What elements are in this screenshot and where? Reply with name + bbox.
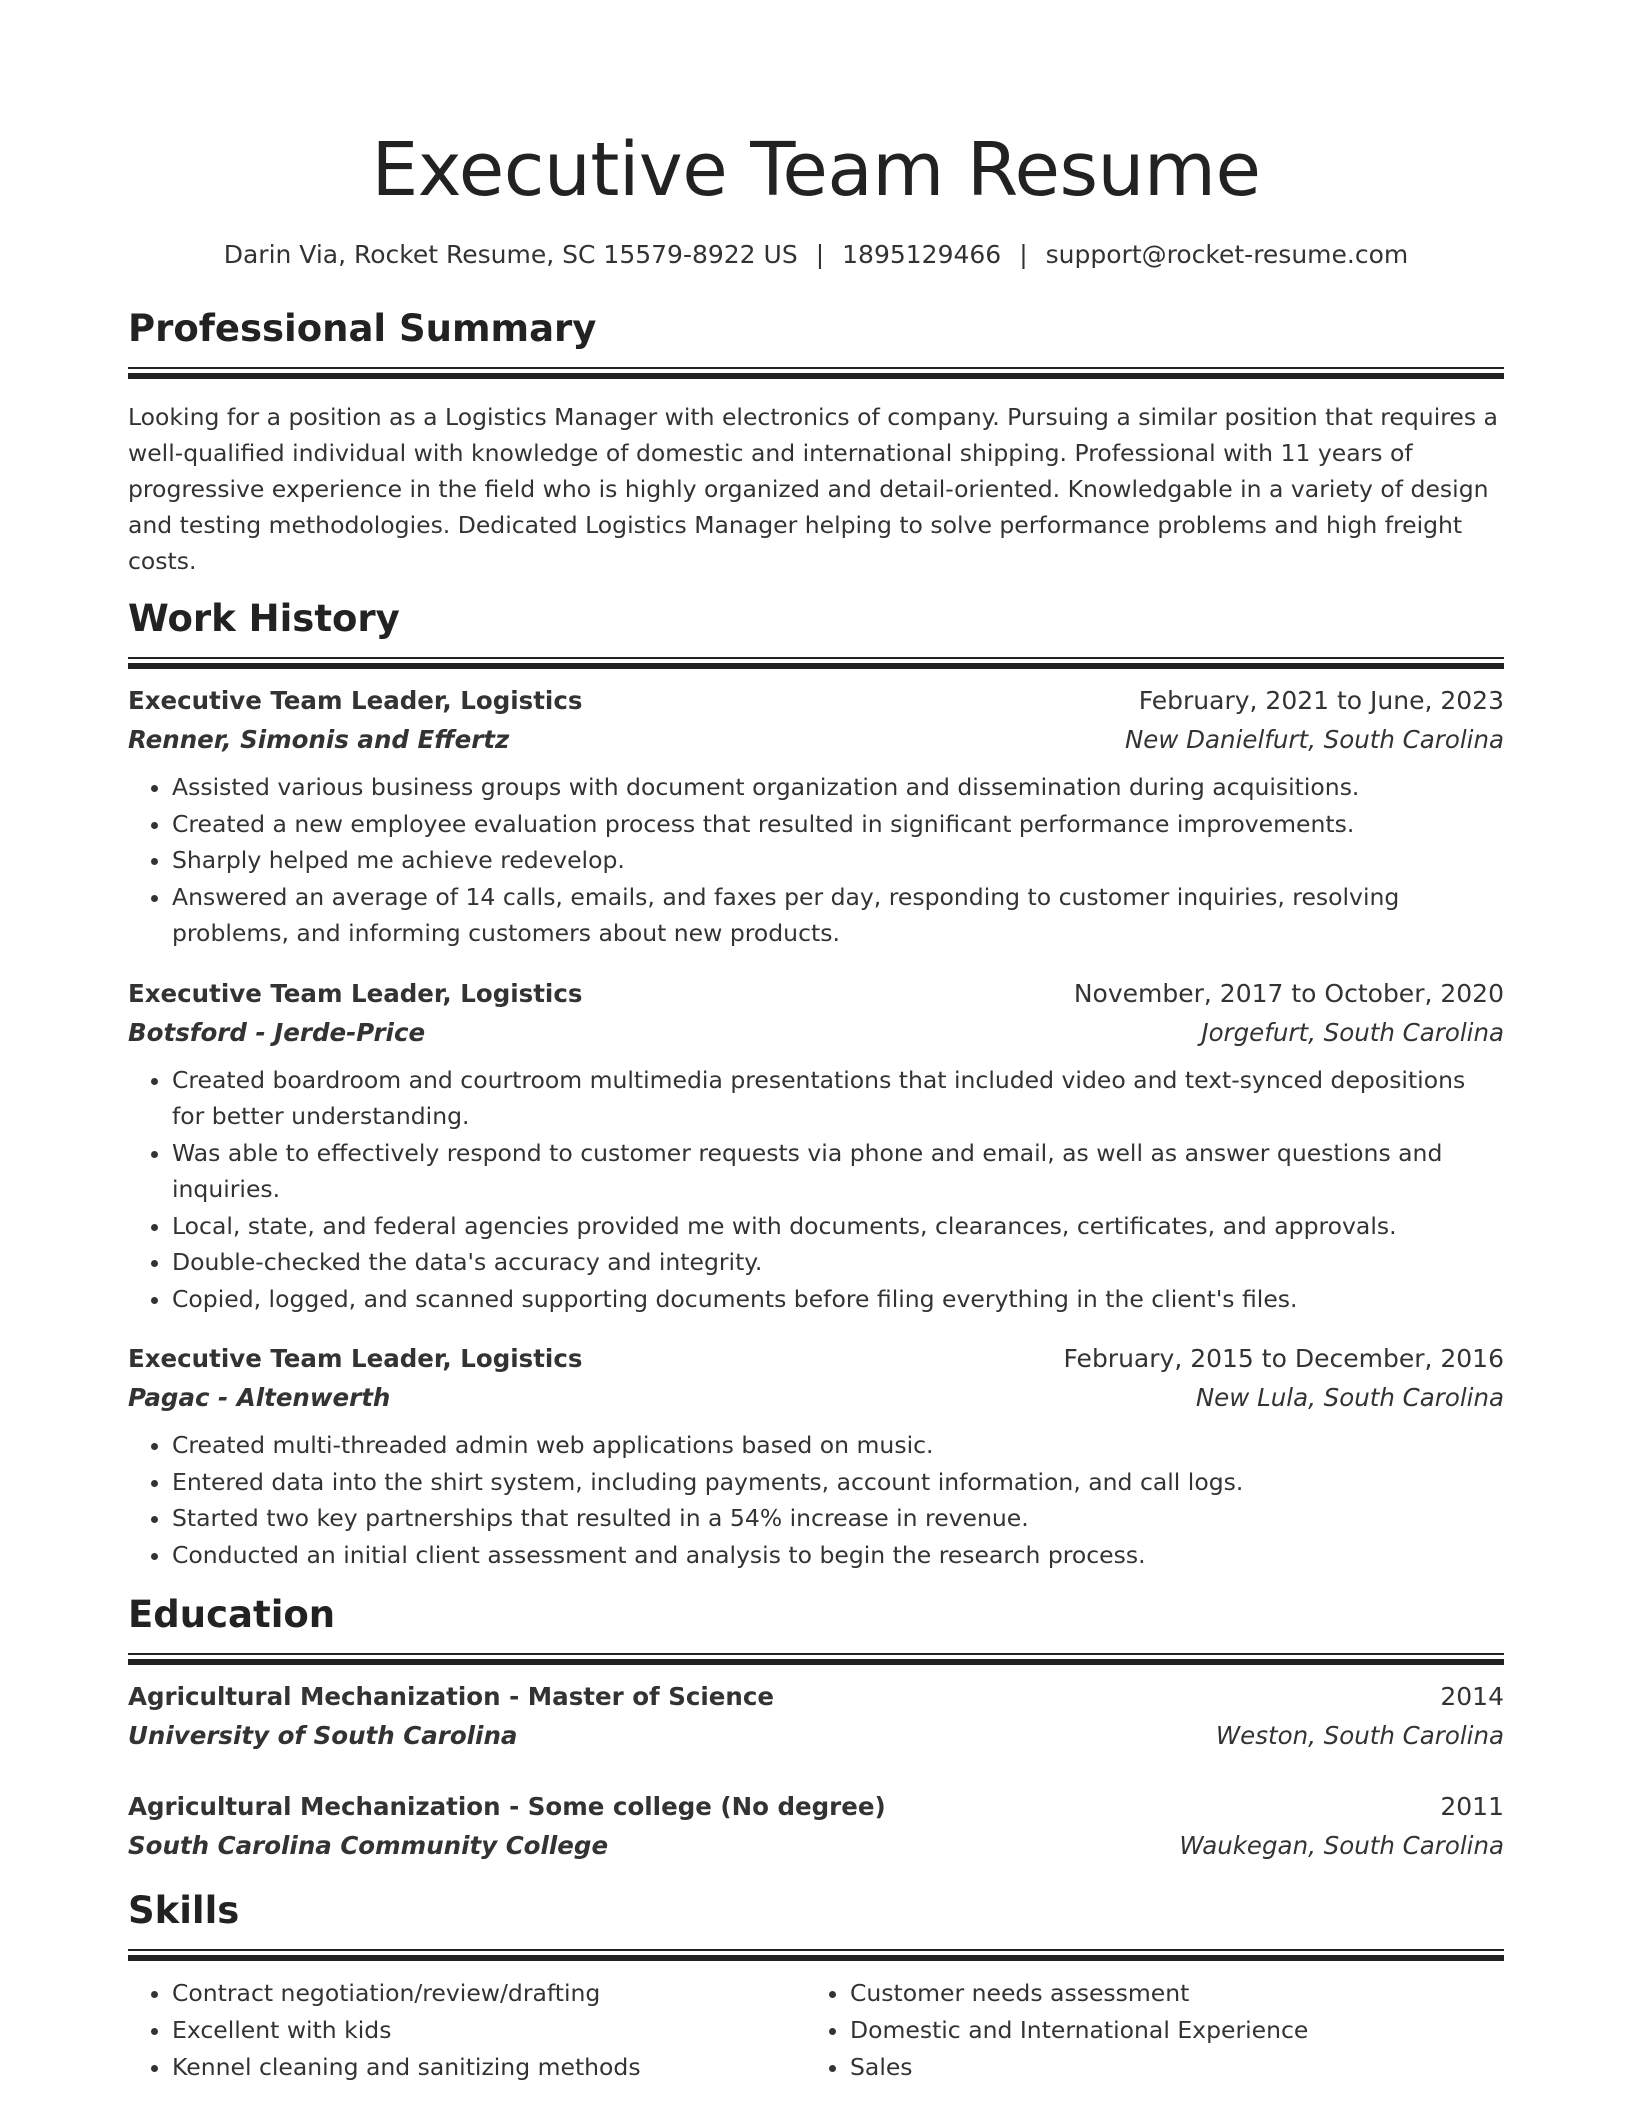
list-item: • Copied, logged, and scanned supporting documents before filing everything in the client's files.: [172, 1281, 1504, 1318]
contact-line: [128, 238, 1504, 272]
job-location: New Lula, South Carolina: [1195, 1383, 1504, 1412]
list-item: • Sharply helped me achieve redevelop.: [172, 842, 1504, 879]
education-location: Weston, South Carolina: [1215, 1721, 1504, 1750]
work-history-section: [128, 595, 1504, 1573]
job-dates: February, 2015 to December, 2016: [1063, 1344, 1504, 1373]
list-item: • Created multi-threaded admin web applications based on music.: [172, 1427, 1504, 1464]
skills-column-right: [806, 1975, 1484, 2086]
section-divider: [128, 657, 1504, 667]
job-title: Executive Team Leader, Logistics: [128, 978, 583, 1008]
section-heading-skills: Skills: [128, 1889, 240, 1932]
contact-separator: |: [815, 240, 825, 269]
list-item: • Assisted various business groups with document organization and dissemination during acquisitions.: [172, 769, 1504, 806]
list-item: • Contract negotiation/review/drafting: [172, 1975, 806, 2012]
list-item: • Was able to effectively respond to customer requests via phone and email, as well as answer questions and inquiries.: [172, 1135, 1504, 1208]
job-bullets: [128, 769, 1504, 952]
list-item: • Local, state, and federal agencies provided me with documents, clearances, certificates, and approvals.: [172, 1208, 1504, 1245]
list-item: • Entered data into the shirt system, including payments, account information, and call logs.: [172, 1464, 1504, 1501]
job-bullets: [128, 1062, 1504, 1318]
job-entry: [128, 974, 1504, 1318]
list-item: • Answered an average of 14 calls, emails, and faxes per day, responding to customer inquiries, resolving problems, and informing customers about new products.: [172, 879, 1504, 952]
education-degree: Agricultural Mechanization - Some college (No degree): [128, 1792, 886, 1821]
contact-address: Darin Via, Rocket Resume, SC 15579-8922 US: [223, 240, 798, 269]
education-degree: Agricultural Mechanization - Master of Science: [128, 1682, 774, 1711]
section-heading-summary: Professional Summary: [128, 307, 597, 350]
section-heading-education: Education: [128, 1593, 336, 1636]
section-divider: [128, 1949, 1504, 1959]
skills-grid: [128, 1975, 1504, 2086]
job-title: Executive Team Leader, Logistics: [128, 1344, 583, 1373]
education-year: 2014: [1440, 1682, 1504, 1711]
list-item: • Created a new employee evaluation process that resulted in significant performance improvements.: [172, 806, 1504, 843]
education-section: [128, 1591, 1504, 1865]
job-title: Executive Team Leader, Logistics: [128, 686, 583, 715]
job-dates: November, 2017 to October, 2020: [1073, 978, 1504, 1008]
job-company: Pagac - Altenwerth: [128, 1383, 391, 1412]
section-divider: [128, 1653, 1504, 1663]
list-item: • Started two key partnerships that resulted in a 54% increase in revenue.: [172, 1500, 1504, 1537]
section-divider: [128, 367, 1504, 377]
resume-page: [128, 120, 1504, 2086]
summary-section: [128, 305, 1504, 579]
list-item: • Sales: [850, 2049, 1484, 2086]
skills-section: [128, 1887, 1504, 2086]
list-item: • Kennel cleaning and sanitizing methods: [172, 2049, 806, 2086]
resume-title: Executive Team Resume: [371, 127, 1261, 213]
list-item: • Domestic and International Experience: [850, 2012, 1484, 2049]
list-item: • Created boardroom and courtroom multimedia presentations that included video and text-synced depositions for better understanding.: [172, 1062, 1504, 1135]
education-location: Waukegan, South Carolina: [1179, 1831, 1504, 1860]
education-entry: [128, 1787, 1504, 1865]
contact-phone: 1895129466: [842, 240, 1002, 269]
list-item: • Double-checked the data's accuracy and integrity.: [172, 1244, 1504, 1281]
education-year: 2011: [1440, 1792, 1504, 1821]
list-item: • Customer needs assessment: [850, 1975, 1484, 2012]
job-entry: [128, 1339, 1504, 1573]
job-entry: [128, 681, 1504, 952]
list-item: • Conducted an initial client assessment and analysis to begin the research process.: [172, 1537, 1504, 1574]
contact-email[interactable]: support@rocket-resume.com: [1045, 240, 1409, 269]
job-dates: February, 2021 to June, 2023: [1138, 686, 1504, 715]
job-company: Botsford - Jerde-Price: [128, 1017, 426, 1047]
job-bullets: [128, 1427, 1504, 1573]
education-school: South Carolina Community College: [128, 1831, 609, 1860]
education-school: University of South Carolina: [128, 1721, 518, 1750]
job-company: Renner, Simonis and Effertz: [128, 725, 510, 754]
contact-separator: |: [1019, 240, 1028, 269]
job-location: New Danielfurt, South Carolina: [1124, 725, 1504, 754]
education-entry: [128, 1677, 1504, 1755]
summary-text: Looking for a position as a Logistics Manager with electronics of company. Pursuing a similar position that requires a well-qualified individual with knowledge of domestic and international shipping. Professional with 11 years of progressive experience in the field who is highly organized and detail-oriented. Knowledgable in a variety of design and testing methodologies. Dedicated Logistics Manager helping to solve performance problems and high freight costs.: [128, 403, 1498, 575]
job-location: Jorgefurt, South Carolina: [1201, 1017, 1504, 1047]
section-heading-work: Work History: [128, 597, 400, 640]
list-item: • Excellent with kids: [172, 2012, 806, 2049]
skills-column-left: [128, 1975, 806, 2086]
